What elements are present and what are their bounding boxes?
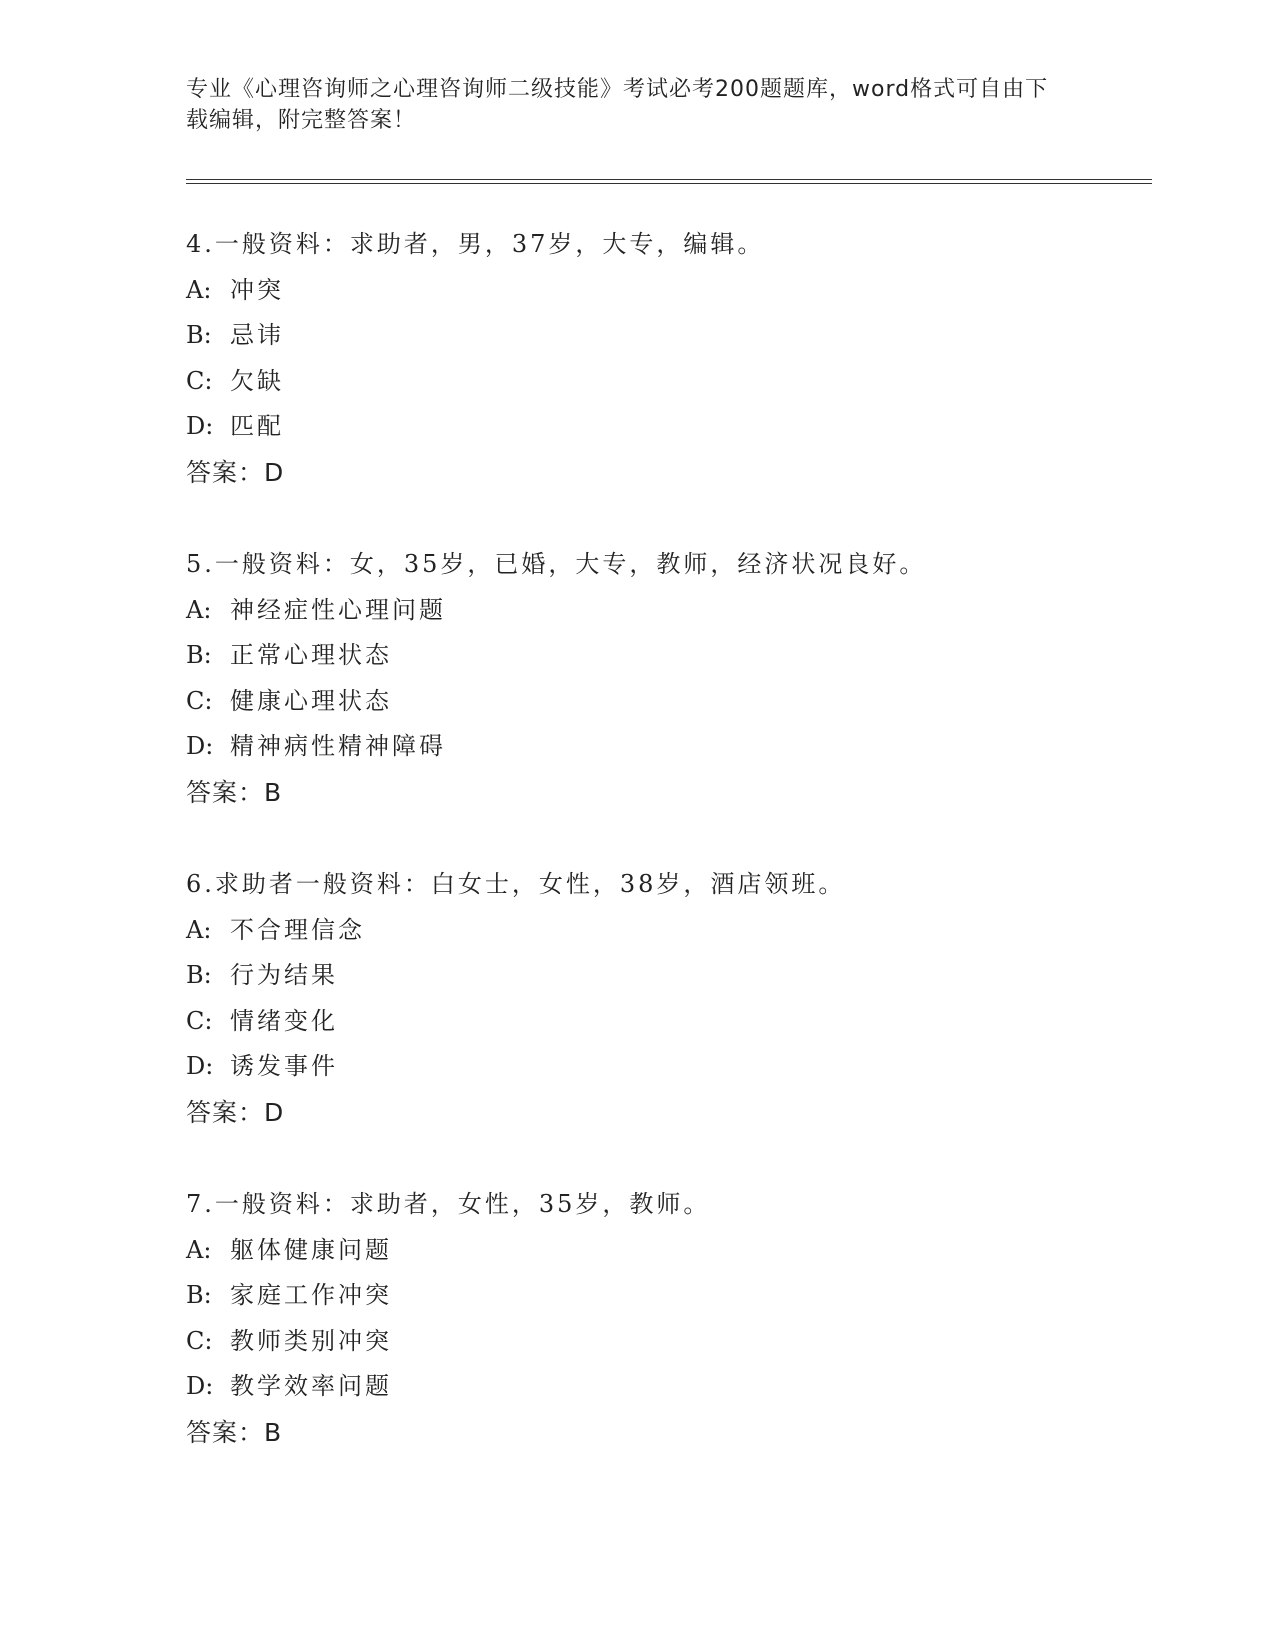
question-stem: 4.一般资料：求助者，男，37岁，大专，编辑。 — [186, 230, 765, 258]
question-stem: 7.一般资料：求助者，女性，35岁，教师。 — [186, 1190, 711, 1218]
option-label: A: — [186, 275, 212, 304]
option-label: C: — [186, 1006, 213, 1035]
option-label: A: — [186, 1235, 212, 1264]
option-label: B: — [186, 961, 212, 989]
option-b — [186, 633, 1186, 679]
option-text: 不合理信念 — [230, 915, 365, 944]
header-divider-bottom — [186, 183, 1152, 184]
option-c — [186, 1319, 1186, 1365]
option-label: A: — [186, 595, 212, 624]
option-text: 情绪变化 — [230, 1006, 338, 1035]
option-text: 正常心理状态 — [230, 641, 392, 669]
question-stem: 6.求助者一般资料：白女士，女性，38岁，酒店领班。 — [186, 870, 846, 898]
question-block — [186, 222, 1186, 495]
option-a — [186, 268, 1186, 314]
answer-line: 答案：D — [186, 457, 285, 487]
option-a — [186, 588, 1186, 634]
option-label: D: — [186, 732, 214, 760]
option-text: 教学效率问题 — [230, 1372, 392, 1400]
option-b — [186, 953, 1186, 999]
question-block — [186, 542, 1186, 815]
option-text: 教师类别冲突 — [230, 1326, 392, 1355]
option-label: B: — [186, 641, 212, 669]
option-d — [186, 1364, 1186, 1410]
question-block — [186, 1182, 1186, 1455]
option-text: 诱发事件 — [230, 1052, 338, 1080]
option-text: 欠缺 — [230, 366, 284, 395]
option-text: 忌讳 — [230, 321, 284, 349]
option-d — [186, 1044, 1186, 1090]
option-text: 健康心理状态 — [230, 686, 392, 715]
option-d — [186, 404, 1186, 450]
answer-line: 答案：D — [186, 1097, 285, 1127]
option-text: 躯体健康问题 — [230, 1235, 392, 1264]
option-b — [186, 1273, 1186, 1319]
option-a — [186, 1228, 1186, 1274]
option-c — [186, 999, 1186, 1045]
option-c — [186, 359, 1186, 405]
option-label: C: — [186, 686, 213, 715]
option-label: A: — [186, 915, 212, 944]
option-label: D: — [186, 1372, 214, 1400]
option-text: 匹配 — [230, 412, 284, 440]
option-label: D: — [186, 412, 214, 440]
option-label: B: — [186, 321, 212, 349]
option-text: 家庭工作冲突 — [230, 1281, 392, 1309]
answer-line: 答案：B — [186, 1417, 283, 1447]
header-divider-top — [186, 179, 1152, 180]
option-text: 冲突 — [230, 275, 284, 304]
question-stem: 5.一般资料：女，35岁，已婚，大专，教师，经济状况良好。 — [186, 550, 927, 578]
option-label: B: — [186, 1281, 212, 1309]
option-b — [186, 313, 1186, 359]
option-label: C: — [186, 366, 213, 395]
document-header: 专业《心理咨询师之心理咨询师二级技能》考试必考200题题库，word格式可自由下载编辑，附完整答案！ — [186, 77, 1049, 133]
option-label: C: — [186, 1326, 213, 1355]
option-text: 行为结果 — [230, 961, 338, 989]
option-text: 神经症性心理问题 — [230, 595, 446, 624]
option-label: D: — [186, 1052, 214, 1080]
option-c — [186, 679, 1186, 725]
answer-line: 答案：B — [186, 777, 283, 807]
question-block — [186, 862, 1186, 1135]
option-d — [186, 724, 1186, 770]
option-a — [186, 908, 1186, 954]
option-text: 精神病性精神障碍 — [230, 732, 446, 760]
